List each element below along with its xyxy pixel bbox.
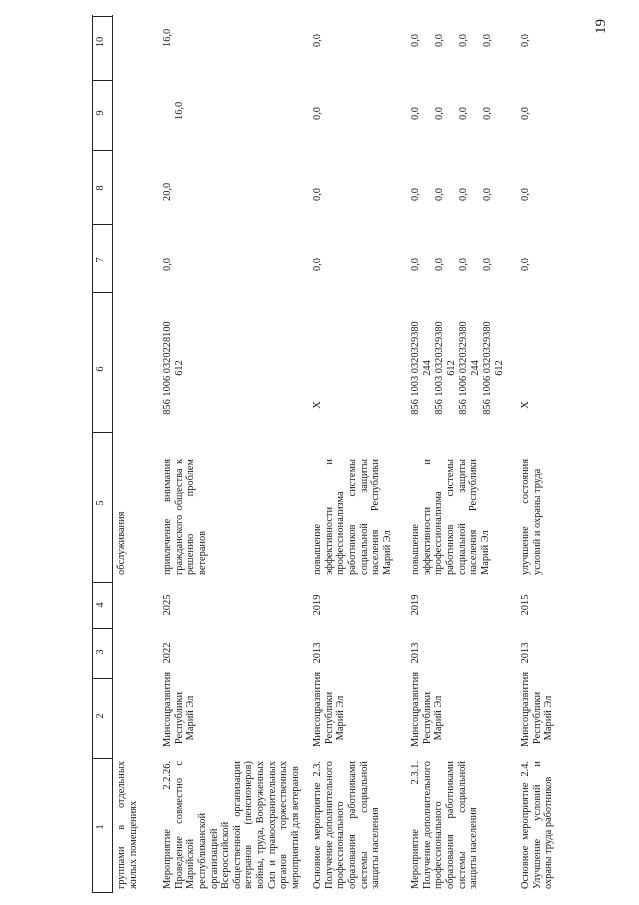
- column-header-9: 9: [95, 110, 106, 116]
- column-header-2: 2: [95, 713, 106, 719]
- continuation-col1: группами в отдельных жилых помещениях: [116, 761, 139, 889]
- column-divider-4-5: [92, 582, 112, 583]
- row-2-4-col8: 0,0: [520, 188, 531, 201]
- row-2-2-26-end: 2025: [162, 594, 173, 616]
- row-2-3-col7: 0,0: [312, 258, 323, 271]
- row-2-3-1-r2-col7: 0,0: [434, 258, 445, 271]
- row-2-3-1-r4-col8: 0,0: [482, 188, 493, 201]
- table-border-left: [92, 892, 112, 893]
- row-2-2-26-result: привлечение внимания гражданского общества к решению проблем ветеранов: [162, 459, 208, 575]
- row-2-2-26-start: 2022: [162, 642, 173, 664]
- row-2-3-1-code-2: 856 1003 0320329380 612: [434, 321, 457, 415]
- column-header-8: 8: [95, 185, 106, 191]
- continuation-col5: обслуживания: [116, 511, 127, 575]
- row-2-3-result: повышение эффективности и профессионализма работников системы социальной защиты населения Республики Марий Эл: [312, 459, 393, 575]
- row-2-3-1-code-4: 856 1006 0320329380 612: [482, 321, 505, 415]
- row-2-3-1-r4-col9: 0,0: [482, 107, 493, 120]
- row-2-3-1-r2-col9: 0,0: [434, 107, 445, 120]
- column-header-4: 4: [95, 602, 106, 608]
- row-2-4-result: улучшение состояния условий и охраны труда: [520, 459, 543, 575]
- row-2-3-1-r4-col7: 0,0: [482, 258, 493, 271]
- row-2-3-1-start: 2013: [410, 642, 421, 664]
- column-divider-5-6: [92, 432, 112, 433]
- row-2-3-end: 2019: [312, 594, 323, 616]
- row-2-4-start: 2013: [520, 642, 531, 664]
- row-2-3-name: Основное мероприятие 2.3. Получение дополнительного профессионального образования работниками системы социальной защиты населения: [312, 761, 382, 889]
- row-2-2-26-name: Мероприятие 2.2.26. Проведение совместно с Марийской республиканской организацией Всероссийской общественной организации ветеранов (пенсионеров) войны, труда, Вооруженных Сил и правоохранительных органов торжественных мероприятий для ветеранов: [162, 761, 302, 889]
- row-2-4-end: 2015: [520, 594, 531, 616]
- row-2-3-1-r3-col7: 0,0: [458, 258, 469, 271]
- row-2-4-col7: 0,0: [520, 258, 531, 271]
- row-2-3-1-r1-col10: 0,0: [410, 34, 421, 47]
- row-2-3-1-name: Мероприятие 2.3.1. Получение дополнительного профессионального образования работниками системы социальной защиты населения: [410, 761, 480, 889]
- column-divider-8-9: [92, 150, 112, 151]
- rotated-page: [92, 15, 622, 893]
- row-2-2-26-col10: 16,0: [162, 28, 173, 47]
- row-2-3-col9: 0,0: [312, 107, 323, 120]
- row-2-3-1-r1-col9: 0,0: [410, 107, 421, 120]
- row-2-2-26-executor: Минсоцразвития Республики Марий Эл: [162, 672, 197, 747]
- row-2-3-col10: 0,0: [312, 34, 323, 47]
- row-2-3-1-code-1: 856 1003 0320329380 244: [410, 321, 433, 415]
- row-2-2-26-code-1: 856 1006 0320228100 612: [162, 321, 185, 415]
- column-header-3: 3: [95, 649, 106, 655]
- row-2-3-1-r3-col10: 0,0: [458, 34, 469, 47]
- row-2-4-name: Основное мероприятие 2.4. Улучшение условий и охраны труда работников: [520, 761, 555, 889]
- header-bottom-line: [112, 15, 113, 893]
- column-header-6: 6: [95, 366, 106, 372]
- column-divider-1-2: [92, 758, 112, 759]
- row-2-4-col9: 0,0: [520, 107, 531, 120]
- column-header-7: 7: [95, 257, 106, 263]
- column-divider-3-4: [92, 628, 112, 629]
- row-2-4-executor: Минсоцразвития Республики Марий Эл: [520, 672, 555, 747]
- row-2-3-code-1: X: [312, 401, 323, 409]
- column-divider-2-3: [92, 678, 112, 679]
- column-divider-9-10: [92, 80, 112, 81]
- row-2-3-1-r1-col7: 0,0: [410, 258, 421, 271]
- row-2-3-1-r3-col8: 0,0: [458, 188, 469, 201]
- row-2-3-1-r4-col10: 0,0: [482, 34, 493, 47]
- column-header-10: 10: [95, 36, 106, 48]
- row-2-2-26-col9: 16,0: [174, 101, 185, 120]
- row-2-3-executor: Минсоцразвития Республики Марий Эл: [312, 672, 347, 747]
- row-2-4-code-1: X: [520, 401, 531, 409]
- row-2-2-26-col7: 0,0: [162, 258, 173, 271]
- row-2-3-col8: 0,0: [312, 188, 323, 201]
- row-2-2-26-col8: 20,0: [162, 182, 173, 201]
- row-2-3-1-result: повышение эффективности и профессионализма работников системы социальной защиты населения Республики Марий Эл: [410, 459, 491, 575]
- column-divider-6-7: [92, 292, 112, 293]
- program-table: [92, 15, 622, 893]
- row-2-3-1-code-3: 856 1006 0320329380 244: [458, 321, 481, 415]
- row-2-3-1-r1-col8: 0,0: [410, 188, 421, 201]
- header-top-line: [92, 15, 93, 893]
- row-2-3-1-r2-col10: 0,0: [434, 34, 445, 47]
- column-header-1: 1: [95, 824, 106, 830]
- row-2-4-col10: 0,0: [520, 34, 531, 47]
- row-2-3-1-r3-col9: 0,0: [458, 107, 469, 120]
- table-border-right: [92, 16, 112, 17]
- page-number: 19: [593, 19, 609, 34]
- row-2-3-1-executor: Минсоцразвития Республики Марий Эл: [410, 672, 445, 747]
- row-2-3-start: 2013: [312, 642, 323, 664]
- column-header-5: 5: [95, 500, 106, 506]
- column-divider-7-8: [92, 224, 112, 225]
- row-2-3-1-end: 2019: [410, 594, 421, 616]
- row-2-3-1-r2-col8: 0,0: [434, 188, 445, 201]
